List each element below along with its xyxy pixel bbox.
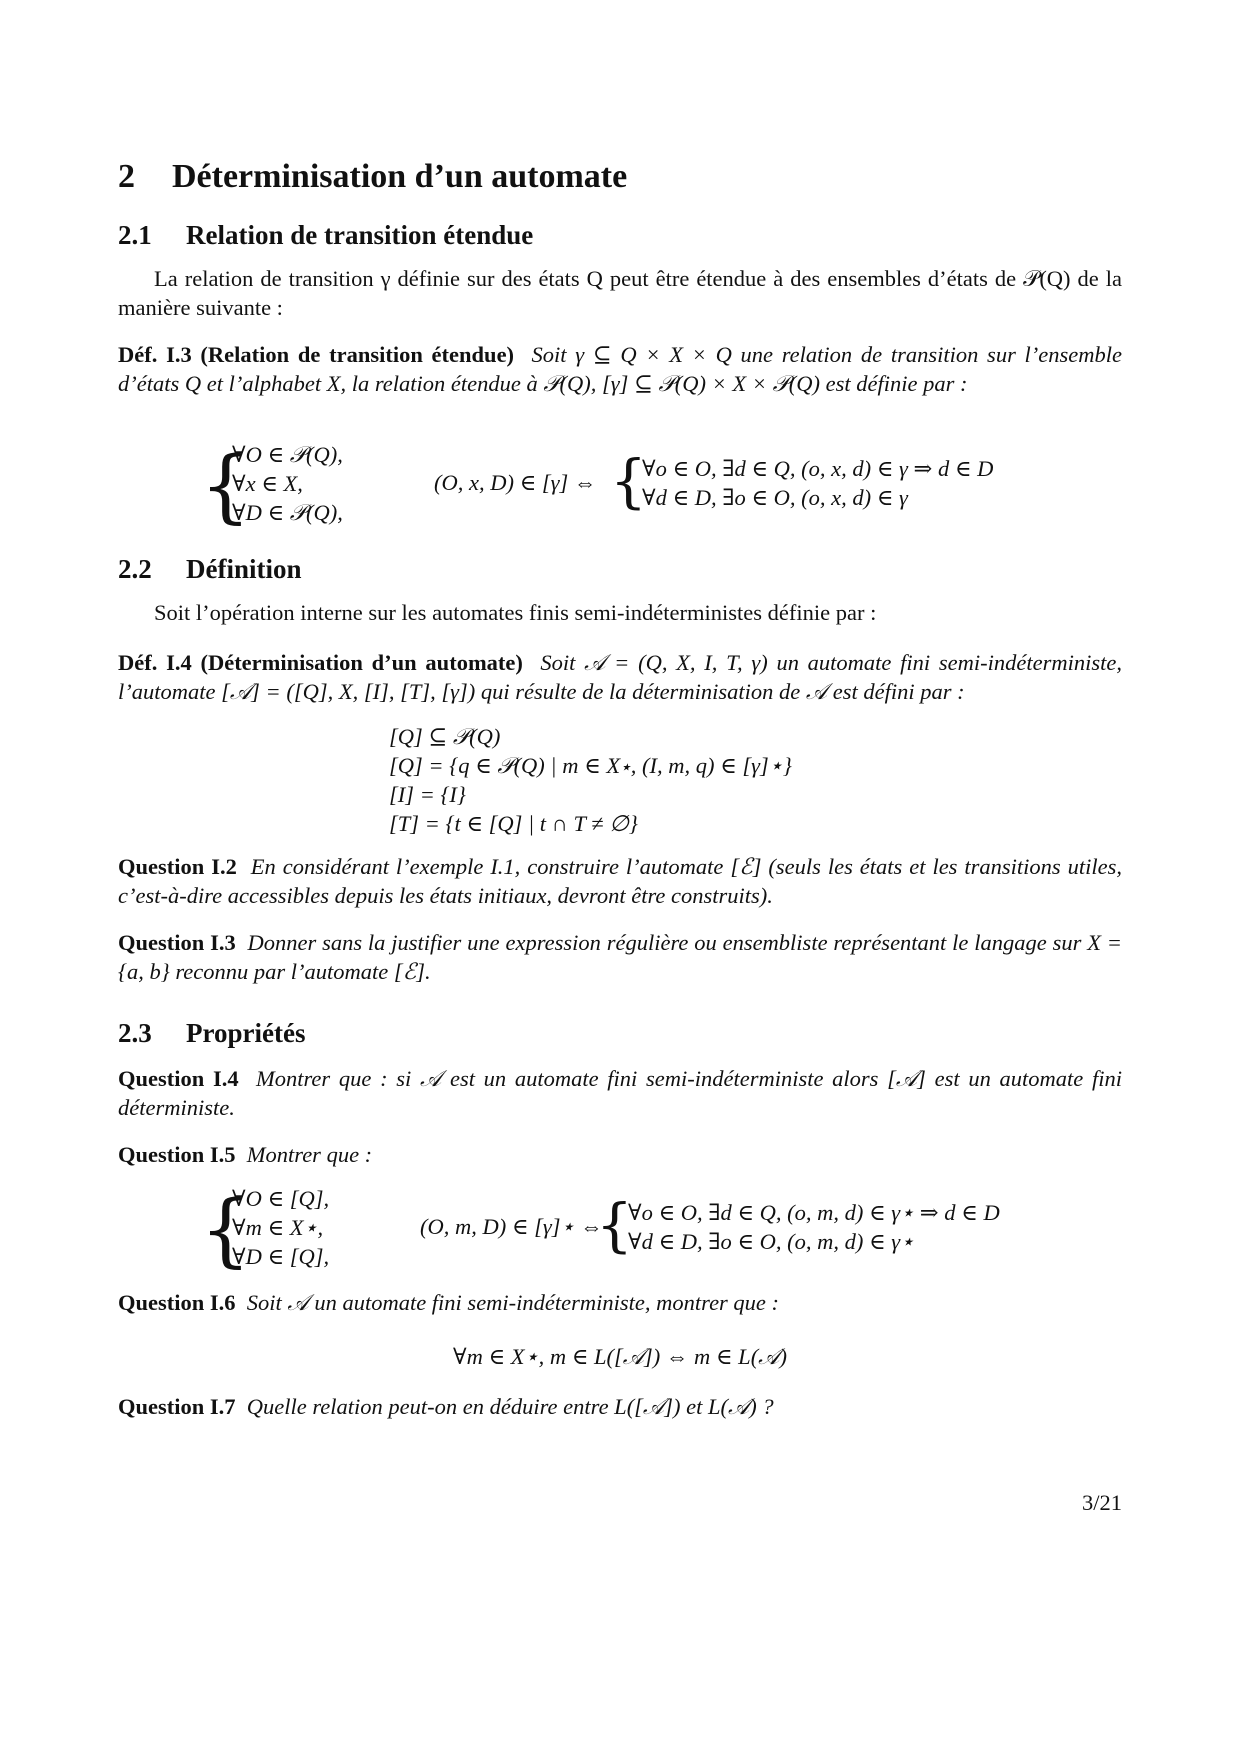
- equivalence-statement: (O, x, D) ∈ [γ] ⇔: [434, 470, 597, 495]
- left-brace: {: [200, 439, 251, 532]
- subsection-title: Propriétés: [186, 1018, 306, 1048]
- equation-line: [I] = {I}: [389, 782, 466, 807]
- quantifier-line: ∀O ∈ 𝒫(Q),: [232, 442, 343, 467]
- question-label: Question I.2: [118, 854, 237, 879]
- question-text: Soit 𝒜 un automate fini semi-indéterministe, montrer que :: [246, 1290, 780, 1315]
- question-text: Quelle relation peut-on en déduire entre L([𝒜]) et L(𝒜) ?: [246, 1394, 774, 1419]
- question-text: Donner sans la justifier une expression régulière ou ensembliste représentant le langage sur X = {a, b} reconnu par l’automate [ℰ].: [118, 930, 1122, 984]
- quantifier-line: ∀O ∈ [Q],: [232, 1186, 330, 1211]
- paragraph-intro-2-1: La relation de transition γ définie sur des états Q peut être étendue à des ensembles d’états de 𝒫(Q) de la manière suivante :: [118, 266, 1122, 320]
- question-I-3: [118, 928, 1122, 986]
- question-I-6: [118, 1288, 1122, 1317]
- section-heading: [118, 158, 627, 196]
- paragraph-intro-2-2: Soit l’opération interne sur les automates finis semi-indéterministes définie par :: [154, 600, 877, 625]
- section-number: 2: [118, 158, 135, 195]
- quantifier-line: ∀D ∈ 𝒫(Q),: [232, 500, 343, 525]
- subsection-title: Relation de transition étendue: [186, 220, 534, 250]
- condition-line: ∀o ∈ O, ∃d ∈ Q, (o, m, d) ∈ γ⋆ ⇒ d ∈ D: [628, 1200, 1000, 1225]
- condition-list: [628, 1198, 1000, 1256]
- subsection-number: 2.3: [118, 1018, 152, 1048]
- page-number: 3/21: [1081, 1490, 1122, 1515]
- equation-line: [Q] = {q ∈ 𝒫(Q) | m ∈ X⋆, (I, m, q) ∈ [γ]⋆}: [389, 753, 792, 778]
- question-label: Question I.5: [118, 1142, 236, 1167]
- section-title: Déterminisation d’un automate: [172, 158, 628, 195]
- right-brace: {: [610, 447, 647, 515]
- question-label: Question I.7: [118, 1394, 236, 1419]
- question-label: Question I.3: [118, 930, 236, 955]
- question-I-4: [118, 1064, 1122, 1122]
- definition-I-4: [118, 648, 1122, 706]
- question-I-2: [118, 852, 1122, 910]
- question-I-5: [118, 1140, 1122, 1169]
- question-text: En considérant l’exemple I.1, construire l’automate [ℰ] (seuls les états et les transitions utiles, c’est-à-dire accessibles depuis les états initiaux, devront être construits).: [118, 854, 1122, 908]
- left-brace: {: [200, 1183, 251, 1276]
- question-label: Question I.6: [118, 1290, 236, 1315]
- right-brace: {: [596, 1191, 633, 1259]
- equivalence-statement: (O, m, D) ∈ [γ]⋆ ⇔: [420, 1214, 603, 1239]
- condition-line: ∀o ∈ O, ∃d ∈ Q, (o, x, d) ∈ γ ⇒ d ∈ D: [642, 456, 994, 481]
- quantifier-list: [232, 1184, 329, 1271]
- definition-text: Soit γ ⊆ Q × X × Q une relation de transition sur l’ensemble d’états Q et l’alphabet X, la relation étendue à 𝒫(Q), [γ] ⊆ 𝒫(Q) × X × 𝒫(Q) est définie par :: [118, 342, 1122, 396]
- subsection-heading-2-1: [118, 220, 533, 251]
- quantifier-list: [232, 440, 343, 527]
- display-equation-language: ∀m ∈ X⋆, m ∈ L([𝒜]) ⇔ m ∈ L(𝒜): [453, 1344, 787, 1369]
- quantifier-line: ∀m ∈ X⋆,: [232, 1215, 324, 1240]
- question-I-7: [118, 1392, 1122, 1421]
- subsection-number: 2.2: [118, 554, 152, 584]
- condition-line: ∀d ∈ D, ∃o ∈ O, (o, m, d) ∈ γ⋆: [628, 1229, 915, 1254]
- question-text: Montrer que : si 𝒜 est un automate fini semi-indéterministe alors [𝒜] est un automate fini déterministe.: [118, 1066, 1122, 1120]
- equation-line: [T] = {t ∈ [Q] | t ∩ T ≠ ∅}: [389, 811, 638, 836]
- equation-line: [Q] ⊆ 𝒫(Q): [389, 724, 501, 749]
- question-label: Question I.4: [118, 1066, 239, 1091]
- display-equation-determinisation: [389, 722, 792, 838]
- definition-I-3: [118, 340, 1122, 398]
- subsection-heading-2-3: [118, 1018, 305, 1049]
- definition-label: Déf. I.4 (Déterminisation d’un automate): [118, 650, 523, 675]
- subsection-title: Définition: [186, 554, 302, 584]
- condition-line: ∀d ∈ D, ∃o ∈ O, (o, x, d) ∈ γ: [642, 485, 908, 510]
- subsection-heading-2-2: [118, 554, 302, 585]
- quantifier-line: ∀D ∈ [Q],: [232, 1244, 330, 1269]
- quantifier-line: ∀x ∈ X,: [232, 471, 303, 496]
- definition-text: Soit 𝒜 = (Q, X, I, T, γ) un automate fini semi-indéterministe, l’automate [𝒜] = ([Q], X, [I], [T], [γ]) qui résulte de la déterminisation de 𝒜 est défini par :: [118, 650, 1122, 704]
- condition-list: [642, 454, 993, 512]
- question-text: Montrer que :: [246, 1142, 373, 1167]
- subsection-number: 2.1: [118, 220, 152, 250]
- definition-label: Déf. I.3 (Relation de transition étendue): [118, 342, 515, 367]
